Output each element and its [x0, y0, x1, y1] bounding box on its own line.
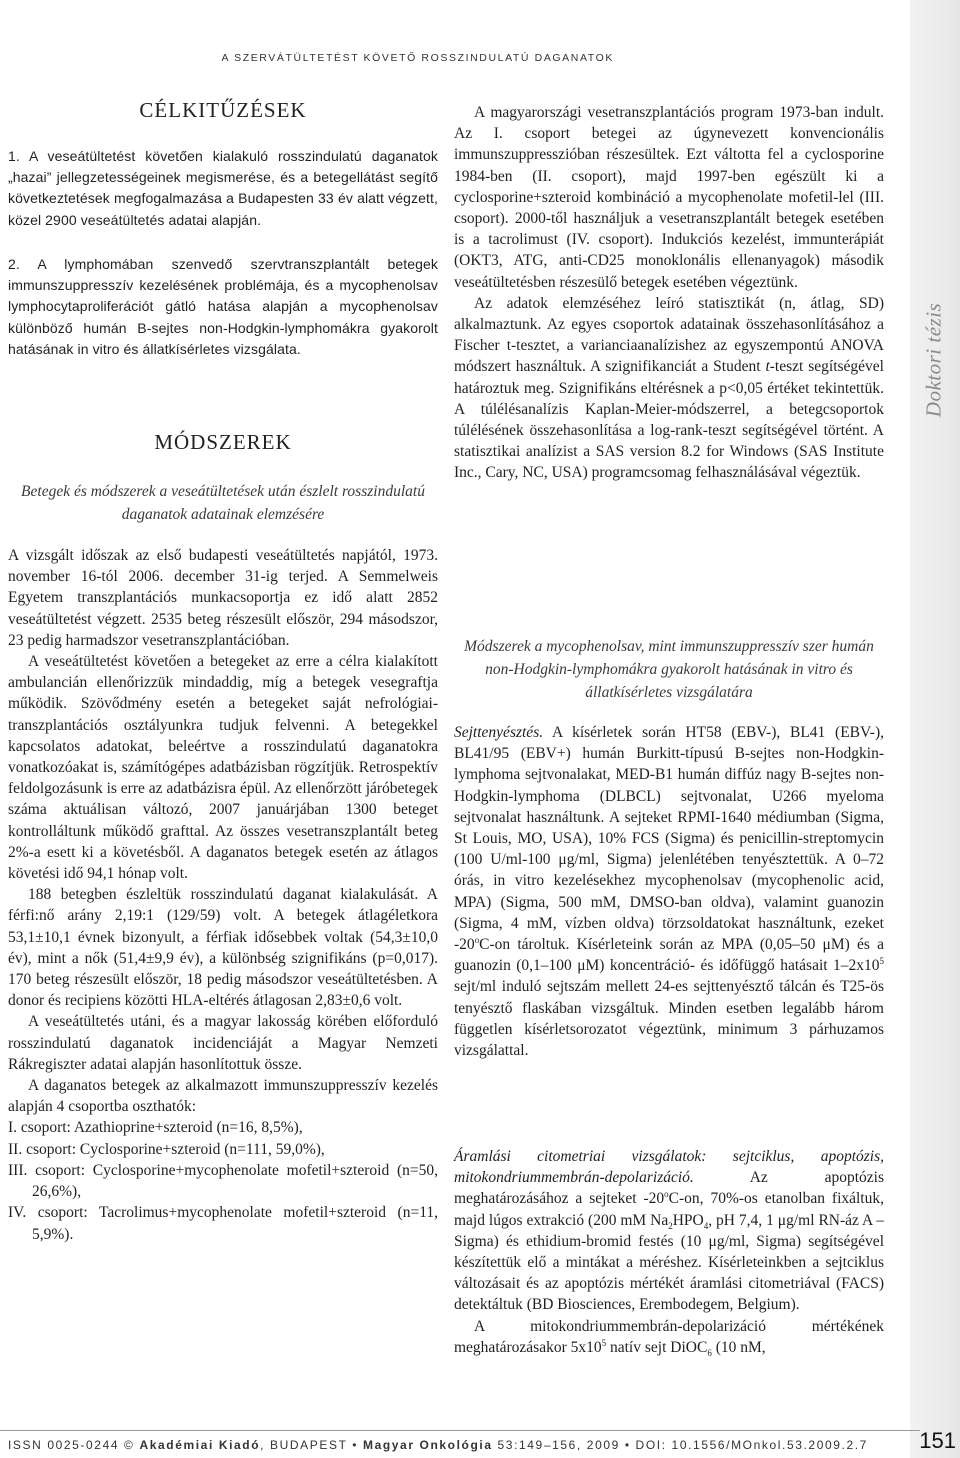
cell-culture-label: Sejttenyésztés.	[454, 724, 544, 741]
statistics-text-a: Az adatok elemzéséhez leíró statisztikát (n, átlag, SD) alkalmaztunk. Az egyes csoportok adatainak összehasonlításához a Fischer t-tesztet, a varianciaanalízishez az egyszempontú ANOVA módszert használtuk. A szignifikanciát a Student	[454, 294, 884, 376]
footer-journal: Magyar Onkológia	[362, 1438, 493, 1452]
flow-cytometry-sub-1: 2	[668, 1220, 673, 1231]
group-item-4: IV. csoport: Tacrolimus+mycophenolate mofetil+szteroid (n=11, 5,9%).	[8, 1204, 438, 1243]
right-body-top	[454, 102, 884, 484]
cell-culture-sup-2: 5	[879, 956, 884, 967]
cell-culture-text-b: C-on tároltuk. Kísérleteink során az MPA (0,05–50 μM) és a guanozin (0,1–100 μM) koncentráció- és időfüggő hatásait 1–2x10	[454, 936, 884, 975]
methods-paragraph-3: 188 betegben észleltük rosszindulatú daganat kialakulását. A férfi:nő arány 2,19:1 (129/59) volt. A betegek átlagéletkora 53,1±10,1 évnek bizonyult, a férfiak idősebbek voltak (54,3±10,0 év), mint a nők (51,4±9,9 év), a különbség szignifikáns (p=0,017). 170 beteg részesült először, 18 pedig másodszor veseátültetésben. A donor és recipiens közötti HLA-eltérés átlagosan 2,83±0,6 volt.	[8, 886, 438, 1010]
cell-culture-section	[454, 722, 884, 1061]
page-number: 151	[919, 1428, 956, 1453]
footer-issn: ISSN 0025-0244 ©	[8, 1438, 140, 1452]
cell-culture-sup-1: o	[474, 934, 480, 945]
flow-cytometry-label: Áramlási citometriai vizsgálatok: sejtciklus, apoptózis, mitokondriummembrán-depolarizáció.	[454, 1148, 884, 1187]
flow-cytometry-text-a: Az apoptózis meghatározásához a sejteket -20	[454, 1169, 884, 1208]
group-item-3: III. csoport: Cyclosporine+mycophenolate mofetil+szteroid (n=50, 26,6%),	[8, 1161, 438, 1201]
objectives-item-2-text: 2. A lymphomában szenvedő szervtranszplantált betegek immunszuppresszív kezelésének problémája, és a mycophenolsav lymphocytaproliferációt gátló hatása alapján a mycophenolsav különböző humán B-sejtes non-Hodgkin-lymphomákra gyakorolt hatásának in vitro és állatkísérletes vizsgálata.	[8, 256, 438, 357]
footer	[8, 1438, 868, 1452]
footer-publisher: Akadémiai Kiadó	[139, 1438, 261, 1452]
cell-culture-text-a: A kísérletek során HT58 (EBV-), BL41 (EBV-), BL41/95 (EBV+) humán Burkitt-típusú B-sejtes non-Hodgkin-lymphoma sejtvonalakat, MED-B1 humán diffúz nagy B-sejtes non-Hodgkin-lymphoma (DLBCL) sejtvonalat, U266 myeloma sejtvonalat használtunk. A sejteket RPMI-1640 médiumban (Sigma, St Louis, MO, USA), 10% FCS (Sigma) és penicillin-streptomycin (100 U/ml-100 μg/ml, Sigma) jelenlétében tenyésztettük. A 0–72 órás, in vitro kezelésekhez mycophenolsav (mycophenolic acid, MPA) (Sigma, 500 mM, DMSO-ban oldva), valamint guanozin (Sigma, 4 mM, vízben oldva) törzsoldatokat használtunk, ezeket -20	[454, 724, 884, 954]
mitochondria-text-b: natív sejt DiOC	[606, 1338, 708, 1356]
mitochondria-text-c: (10 nM,	[711, 1338, 766, 1356]
mitochondria-text-a: A mitokondriummembrán-depolarizáció mértékének meghatározásakor 5x10	[454, 1317, 884, 1356]
flow-cytometry-text-b: C-on, 70%-os etanolban fixáltuk, majd lúgos extrakció (200 mM Na	[454, 1190, 884, 1229]
footer-city: , BUDAPEST •	[260, 1438, 363, 1452]
program-paragraph: A magyarországi vesetranszplantációs program 1973-ban indult. Az I. csoport betegei az úgynevezett konvencionális immunszuppresszióban részesültek. Ezt váltotta fel a cyclosporine 1984-ben (II. csoport), majd 1997-ben egészült ki a cyclosporine+szteroid kombináció a mycophenolate mofetil-lel (III. csoport). 2000-től használjuk a vesetranszplantált betegek esetében is a tacrolimust (IV. csoport). Indukciós kezelést, immunterápiát (OKT3, ATG, anti-CD25 monoklonális ellenanyagok) második veseátültetésben részesülő betegek esetében végeztünk.	[454, 104, 884, 291]
flow-cytometry-paragraph	[454, 1146, 884, 1316]
side-band	[910, 0, 960, 1458]
methods-paragraph-2: A veseátültetést követően a betegeket az erre a célra kialakított ambulancián ellenőrizzük mindaddig, míg a betegek vesegraftja működik. Szövődmény esetén a betegeket saját nefrológiai-transzplantációs osztályunkra tudjuk felvenni. A betegekkel kapcsolatos adatokat, beleértve a rosszindulatú daganatokra vonatkozóakat is, számítógépes adatbázisban rögzítjük. Retrospektív feldolgozásunk is erre az adatbázisra épül. Az ellenőrzött járóbetegek száma aktuálisan változó, 2007 januárjában 1300 beteget kontrolláltunk működő grafttal. Az összes vesetranszplantált beteg 2%-a esett ki a követésből. A daganatos betegek esetén az átlagos követési idő 94,1 hónap volt.	[8, 653, 438, 883]
mitochondria-sub: 6	[707, 1347, 712, 1358]
footer-rule	[0, 1430, 920, 1431]
methods-body	[8, 545, 438, 1245]
objectives-item-2	[8, 254, 438, 360]
statistics-paragraph	[454, 293, 884, 484]
objectives-item-1	[8, 146, 438, 231]
methods-subheading: Betegek és módszerek a veseátültetések után észlelt rosszindulatú daganatok adatainak elemzésére	[21, 483, 425, 523]
methods-paragraph-4: A veseátültetés utáni, és a magyar lakosság körében előforduló rosszindulatú daganatok incidenciáját a Magyar Nemzeti Rákregiszter adatai alapján hasonlítottuk össze.	[8, 1013, 438, 1073]
objectives-heading: CÉLKITŰZÉSEK	[139, 98, 307, 122]
methods-paragraph-1: A vizsgált időszak az első budapesti veseátültetés napjától, 1973. november 16-tól 2006. december 31-ig terjed. A Semmelweis Egyetem transzplantációs munkacsoportja ez idő alatt 2852 veseátültetést végzett. 2535 beteg részesült először, 294 másodszor, 23 pedig harmadszor vesetranszplantációban.	[8, 547, 438, 649]
mitochondria-paragraph	[454, 1316, 884, 1358]
flow-cytometry-sup-1: o	[664, 1189, 669, 1200]
flow-cytometry-sub-2: 4	[703, 1220, 709, 1231]
cell-culture-paragraph	[454, 722, 884, 1061]
flow-cytometry-text-d: , pH 7,4, 1 μg/ml RN-áz A – Sigma) és ethidium-bromid festés (10 μg/ml, Sigma) segítségével készítettük elő a mintákat a méréshez. Kísérleteinkben a sejtciklus változásait és az apoptózis mértékét áramlási citometriával (FACS) detektáltuk (BD Biosciences, Erembodegem, Belgium).	[454, 1211, 885, 1314]
flow-cytometry-section	[454, 1146, 884, 1358]
in-vitro-subheading: Módszerek a mycophenolsav, mint immunszuppresszív szer humán non-Hodgkin-lymphomákra gyakorolt hatásának in vitro és állatkísérletes vizsgálatára	[464, 638, 874, 701]
group-item-1: I. csoport: Azathioprine+szteroid (n=16, 8,5%),	[8, 1119, 303, 1137]
cell-culture-text-c: sejt/ml induló sejtszám mellett 24-es sejttenyésztő tálcán és T25-ös tenyésztő flaskában vizsgáltuk. Minden esetben legalább három független kísérletsorozatot végeztünk, minimum 3 párhuzamos vizsgálattal.	[454, 978, 884, 1060]
side-label: Doktori tézis	[921, 302, 946, 418]
statistics-text-b: -teszt segítségével határoztuk meg. Szignifikáns eltérésnek a p<0,05 értéket tekintettük. A túlélésanalízis Kaplan-Meier-módszerrel, a betegcsoportok túlélésének összehasonlítása a log-rank-teszt segítségével történt. A statisztikai analízist a SAS version 8.2 for Windows (SAS Institute Inc., Cary, NC, USA) programcsomag felhasználásával végeztük.	[454, 358, 884, 482]
group-item-2: II. csoport: Cyclosporine+szteroid (n=111, 59,0%),	[8, 1140, 325, 1158]
methods-paragraph-5: A daganatos betegek az alkalmazott immunszuppresszív kezelés alapján 4 csoportba oszthatók:	[8, 1077, 438, 1116]
flow-cytometry-text-c: HPO	[672, 1211, 704, 1229]
methods-heading: MÓDSZEREK	[154, 430, 292, 454]
mitochondria-sup: 5	[601, 1337, 607, 1348]
statistics-text-italic: t	[765, 358, 770, 376]
objectives-item-1-text: 1. A veseátültetést követően kialakuló rosszindulatú daganatok „hazai” jellegzetességeinek megismerése, és a betegellátást segítő következtetések megfogalmazása a Budapesten 33 év alatt végzett, közel 2900 veseátültetés adatai alapján.	[8, 148, 438, 228]
running-header: A SZERVÁTÜLTETÉST KÖVETŐ ROSSZINDULATÚ DAGANATOK	[221, 52, 614, 64]
footer-citation: 53:149–156, 2009 • DOI: 10.1556/MOnkol.53.2009.2.7	[492, 1438, 868, 1452]
